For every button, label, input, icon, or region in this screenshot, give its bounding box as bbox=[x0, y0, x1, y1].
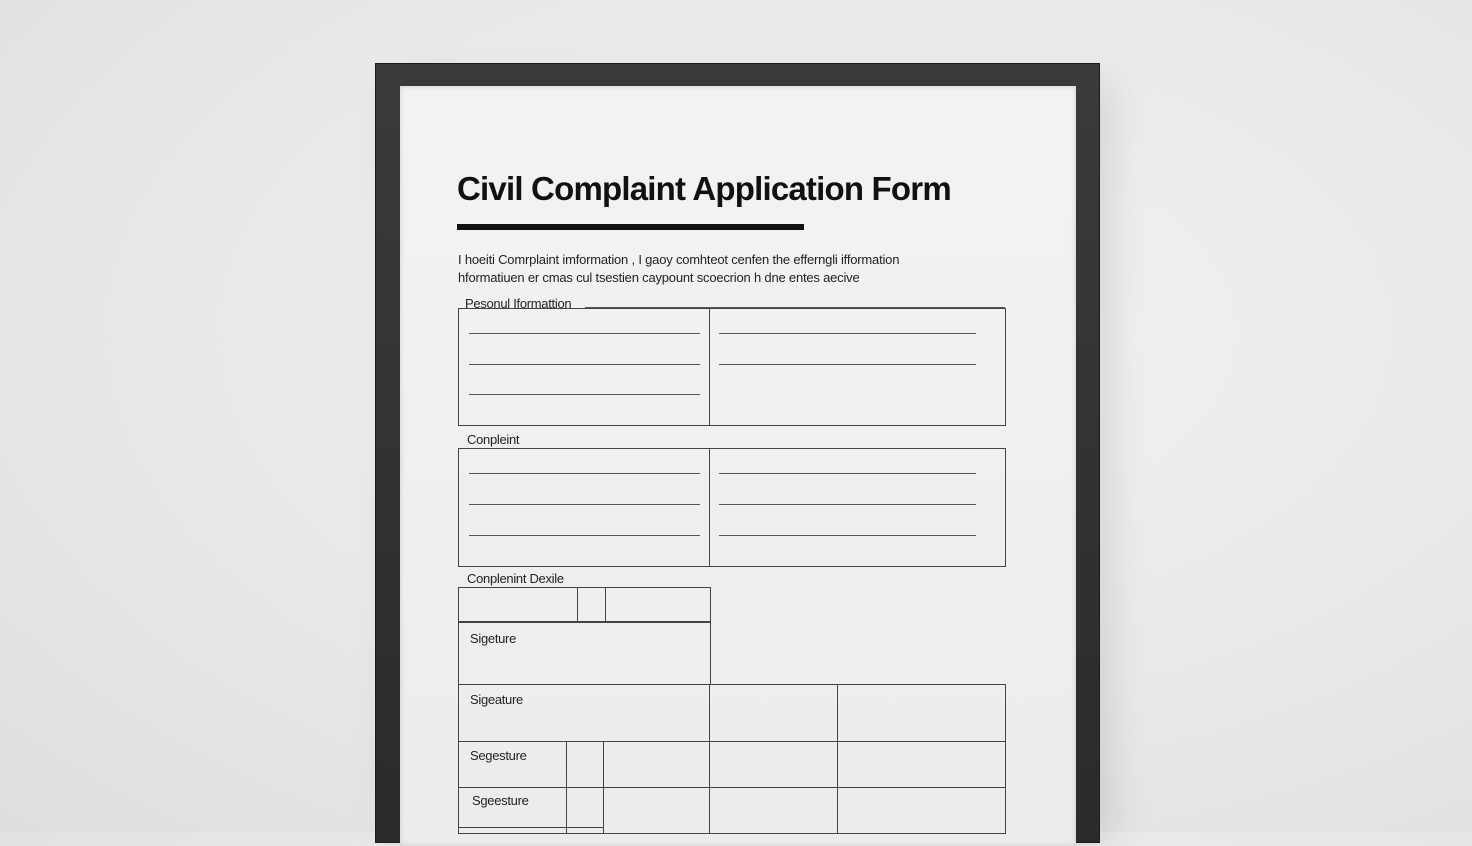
cell-divider bbox=[577, 587, 578, 623]
details-header-row bbox=[458, 587, 711, 623]
form-title: Civil Complaint Application Form bbox=[457, 170, 951, 207]
column-divider bbox=[709, 448, 710, 567]
signature-label-4: Sgeesture bbox=[472, 793, 529, 808]
input-line-complaint-3[interactable] bbox=[469, 535, 700, 536]
input-line-complaint-6[interactable] bbox=[719, 535, 976, 536]
intro-text-line-2: hformatiuen er cmas cul tsestien caypount scoecrion h dne entes aecive bbox=[458, 270, 860, 285]
grid-column-divider bbox=[603, 741, 604, 834]
intro-text-line-1: I hoeiti Comrplaint imformation , I gaoy comhteot cenfen the efferngli ifformation bbox=[458, 252, 900, 267]
section-label-personal-information: Pesonul Iformattion bbox=[465, 296, 572, 311]
signature-grid bbox=[458, 684, 1006, 834]
signature-label-2: Sigeature bbox=[470, 692, 523, 707]
complaint-box bbox=[458, 448, 1006, 567]
grid-column-divider bbox=[566, 741, 567, 834]
grid-row-divider bbox=[458, 741, 1006, 742]
input-line-complaint-5[interactable] bbox=[719, 504, 976, 505]
input-line-address[interactable] bbox=[469, 364, 700, 365]
input-line-name[interactable] bbox=[469, 333, 700, 334]
input-line-complaint-4[interactable] bbox=[719, 473, 976, 474]
cell-divider bbox=[605, 587, 606, 623]
grid-column-divider bbox=[709, 684, 710, 834]
title-underline bbox=[457, 224, 804, 230]
grid-column-divider bbox=[837, 684, 838, 834]
signature-label-1: Sigeture bbox=[470, 631, 517, 646]
grid-row-divider bbox=[458, 787, 1006, 788]
input-line-email[interactable] bbox=[719, 333, 976, 334]
column-divider bbox=[709, 308, 710, 426]
grid-row-divider bbox=[458, 827, 604, 828]
personal-information-box bbox=[458, 308, 1006, 426]
section-label-complaint-details: Conplenint Dexile bbox=[467, 571, 564, 586]
input-line-complaint-1[interactable] bbox=[469, 473, 700, 474]
input-line-complaint-2[interactable] bbox=[469, 504, 700, 505]
input-line-id[interactable] bbox=[719, 364, 976, 365]
section-label-complaint: Conpleint bbox=[467, 432, 520, 447]
input-line-phone[interactable] bbox=[469, 394, 700, 395]
signature-label-3: Segesture bbox=[470, 748, 527, 763]
